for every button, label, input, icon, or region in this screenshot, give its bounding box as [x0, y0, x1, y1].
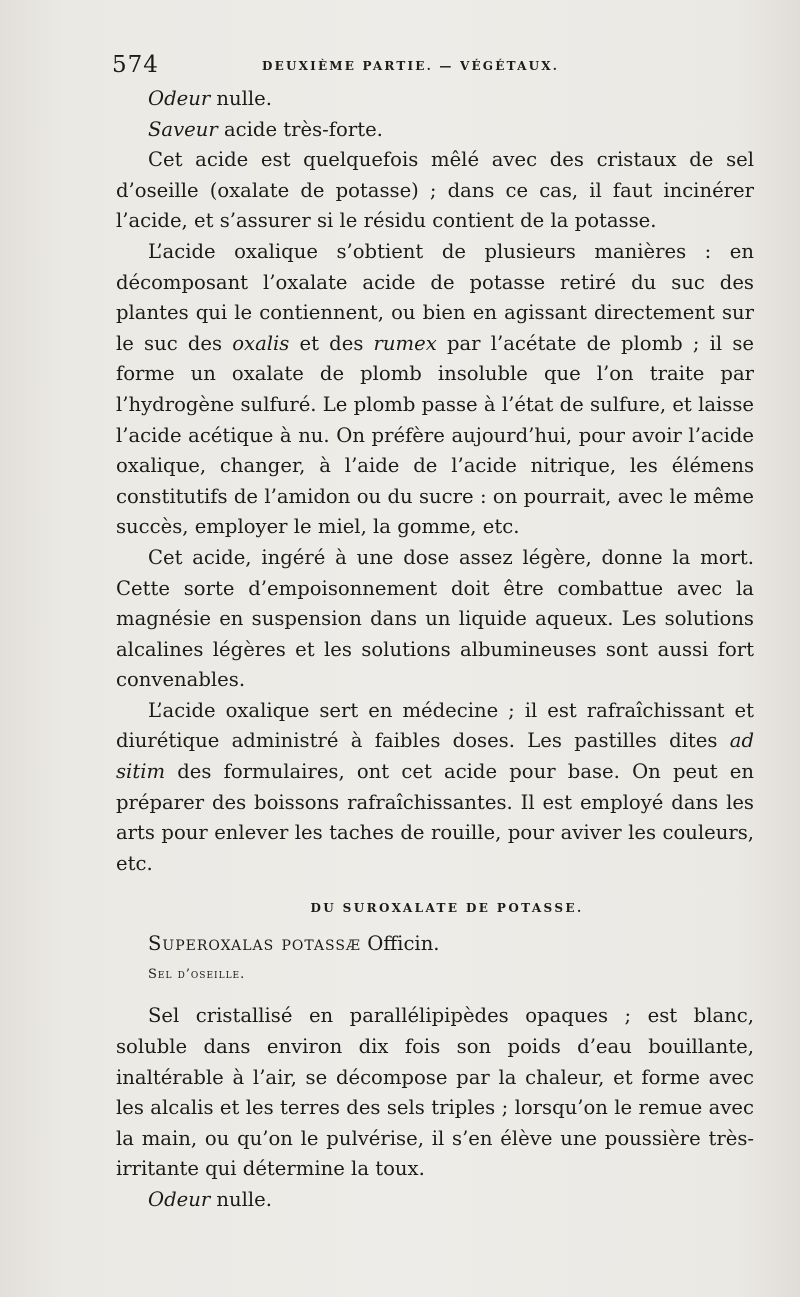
- body-text: [116, 84, 754, 1216]
- text-run: par l’acétate de plomb ; il se forme un oxalate de plomb insoluble que l’on traite par l’hydrogène sulfuré. Le plomb passe à l’état de sulfure, et laisse l’acide acétique à nu. On préfère aujourd’hui, pour avoir l’acide oxalique, changer, à l’aide de l’acide nitrique, les élémens constitutifs de l’amidon ou du sucre : on pourrait, avec le même succès, employer le miel, la gomme, etc.: [116, 331, 754, 539]
- saveur-value: acide très-forte.: [217, 117, 383, 141]
- paragraph-toxicity: Cet acide, ingéré à une dose assez légère, donne la mort. Cette sorte d’empoisonnement doit être combattue avec la magnésie en suspension dans un liquide aqueux. Les solutions alcalines légères et les solutions albumineuses sont aussi fort convenables.: [116, 545, 754, 692]
- synonym-latin: [116, 927, 754, 961]
- term-rumex: rumex: [373, 331, 437, 355]
- odeur-label: Odeur: [148, 87, 211, 110]
- text-run: des formulaires, ont cet acide pour base. On peut en préparer des boissons rafraîchissantes. Il est employé dans les arts pour enlever les taches de rouille, pour aviver les couleurs, etc.: [116, 760, 754, 875]
- synonym-latin-suffix: Officin.: [360, 932, 440, 956]
- odeur-value: nulle.: [210, 87, 273, 110]
- text-run: L’acide oxalique s’obtient de plusieurs manières : en décomposant l’oxalate acide de potasse retiré du suc des plantes qui le contiennent, ou bien en agissant directement sur le suc des: [116, 239, 754, 355]
- odeur-line-2: [116, 1185, 754, 1216]
- page-number: 574: [112, 52, 159, 78]
- paragraph-impurity: Cet acide est quelquefois mêlé avec des cristaux de sel d’oseille (oxalate de potasse) ; dans ce cas, il faut incinérer l’acide, et s’assurer si le résidu contient de la potasse.: [116, 148, 754, 233]
- odeur-label-2: Odeur: [148, 1188, 211, 1211]
- text-run: et des: [289, 331, 374, 355]
- page-header: [112, 52, 752, 80]
- running-head: DEUXIÈME PARTIE. — VÉGÉTAUX.: [262, 59, 560, 73]
- saveur-label: Saveur: [148, 117, 218, 141]
- saveur-line: [116, 115, 754, 146]
- paragraph-uses: [116, 696, 754, 880]
- odeur-value-2: nulle.: [210, 1188, 273, 1211]
- paragraph-description: Sel cristallisé en parallélipipèdes opaques ; est blanc, soluble dans environ dix fois son poids d’eau bouillante, inaltérable à l’air, se décompose par la chaleur, et forme avec les alcalis et les terres des sels triples ; lorsqu’on le remue avec la main, ou qu’on le pulvérise, il s’en élève une poussière très-irritante qui détermine la toux.: [116, 1004, 754, 1181]
- synonym-latin-name: Superoxalas potassæ: [148, 932, 361, 956]
- term-ad-sitim: ad sitim: [116, 729, 754, 784]
- text-run: L’acide oxalique sert en médecine ; il est rafraîchissant et diurétique administré à faibles doses. Les pastilles dites: [116, 698, 754, 753]
- synonym-french: Sel d’oseille.: [148, 967, 246, 983]
- section-title: DU SUROXALATE DE POTASSE.: [310, 901, 584, 916]
- term-oxalis: oxalis: [232, 331, 290, 355]
- paragraph-preparation: [116, 237, 754, 543]
- odeur-line: [116, 84, 754, 115]
